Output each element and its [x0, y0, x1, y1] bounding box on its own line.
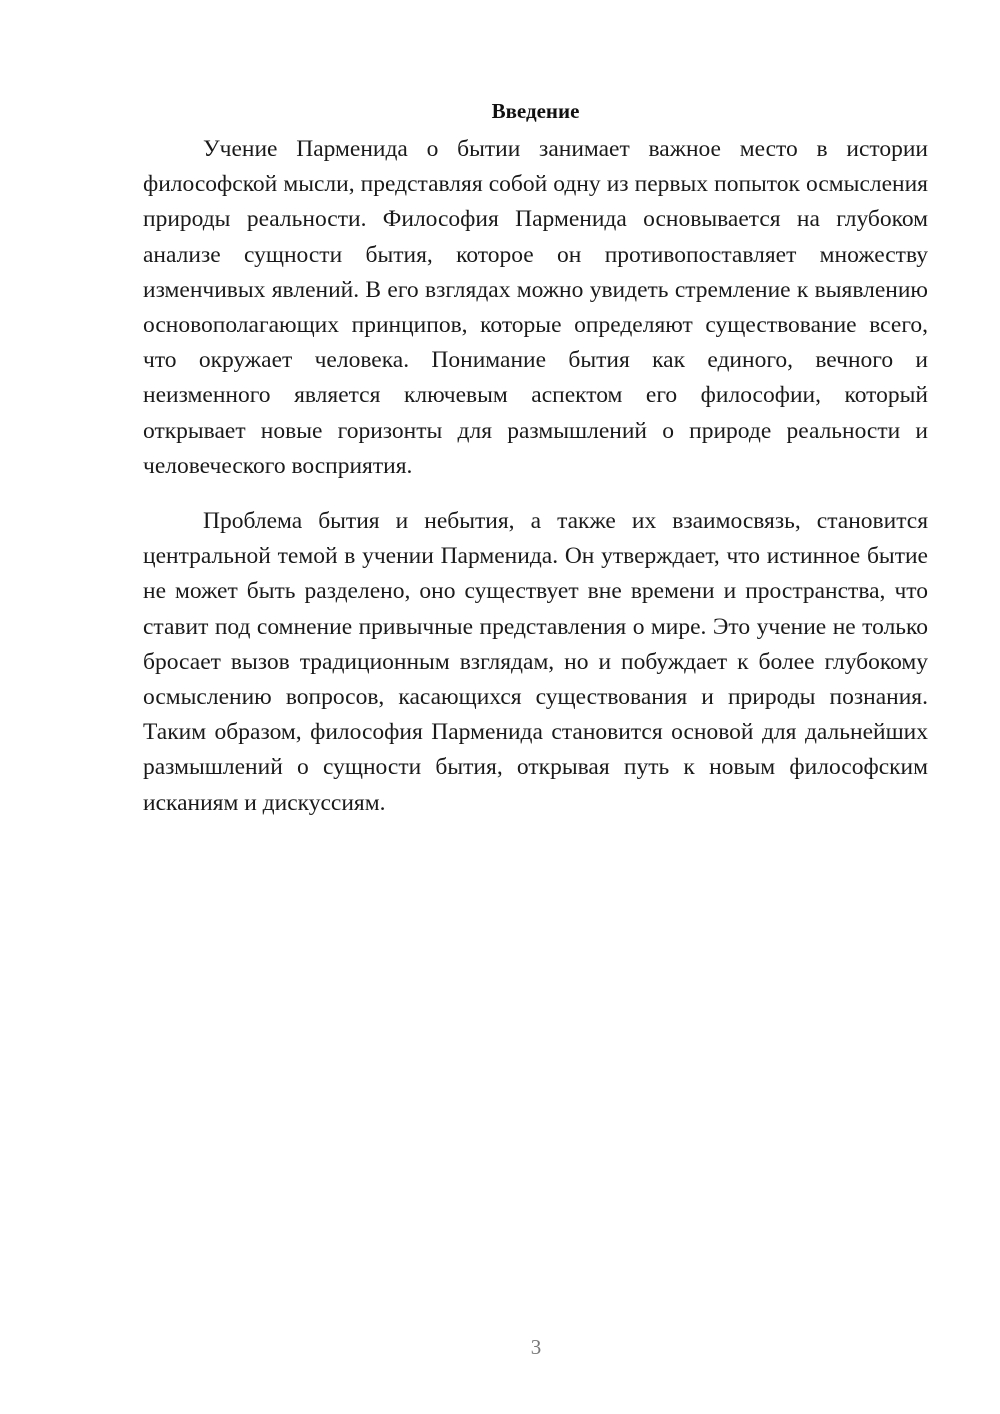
page-content — [143, 96, 928, 821]
paragraph-2: Проблема бытия и небытия, а также их взаимосвязь, становится центральной темой в учении Парменида. Он утверждает, что истинное бытие не может быть разделено, оно существует вне времени и пространства, что ставит под сомнение привычные представления о мире. Это учение не только бросает вызов традиционным взглядам, но и побуждает к более глубокому осмыслению вопросов, касающихся существования и природы познания. Таким образом, философия Парменида становится основой для дальнейших размышлений о сущности бытия, открывая путь к новым философским исканиям и дискуссиям. — [143, 508, 928, 816]
section-title: Введение — [491, 99, 580, 123]
paragraph-1: Учение Парменида о бытии занимает важное место в истории философской мысли, представляя собой одну из первых попыток осмысления природы реальности. Философия Парменида основывается на глубоком анализе сущности бытия, которое он противопоставляет множеству изменчивых явлений. В его взглядах можно увидеть стремление к выявлению основополагающих принципов, которые определяют существование всего, что окружает человека. Понимание бытия как единого, вечного и неизменного является ключевым аспектом его философии, который открывает новые горизонты для размышлений о природе реальности и человеческого восприятия. — [143, 136, 928, 479]
page-number: 3 — [530, 1335, 542, 1359]
